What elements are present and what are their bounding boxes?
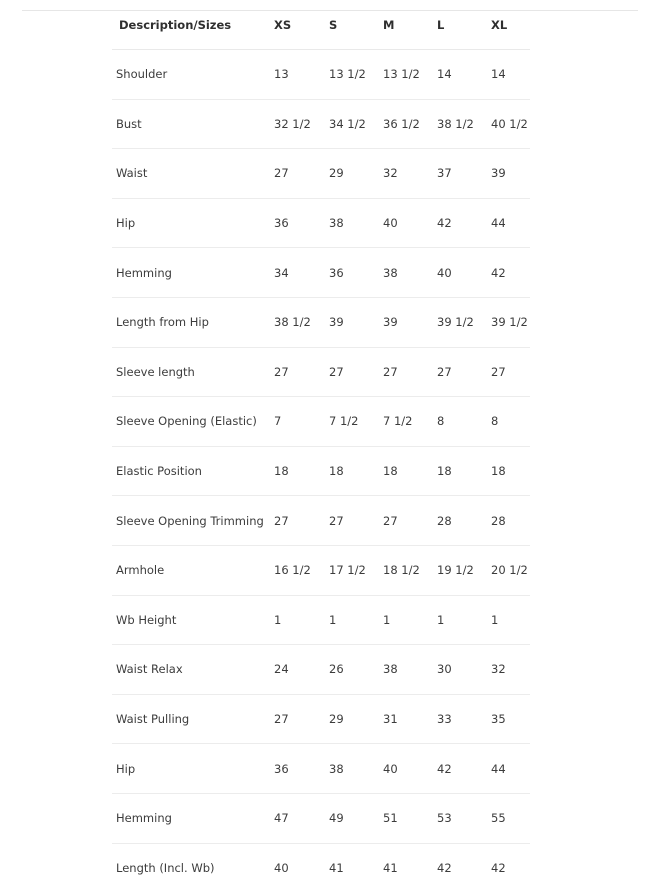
table-row	[112, 793, 530, 843]
header-size-xs: XS	[270, 0, 325, 50]
header-size-xl: XL	[487, 0, 530, 50]
cell-size-m: 31	[379, 694, 433, 744]
cell-size-s: 27	[325, 347, 379, 397]
table-row	[112, 397, 530, 447]
header-row	[112, 0, 530, 50]
header-description-sizes: Description/Sizes	[112, 0, 270, 50]
table-row	[112, 347, 530, 397]
cell-size-xl: 44	[487, 198, 530, 248]
cell-size-s: 36	[325, 248, 379, 298]
header-size-m: M	[379, 0, 433, 50]
size-chart-header	[112, 0, 530, 50]
size-chart-body	[112, 50, 530, 892]
table-row	[112, 99, 530, 149]
table-row	[112, 694, 530, 744]
cell-size-m: 51	[379, 793, 433, 843]
cell-size-xl: 14	[487, 50, 530, 100]
cell-size-xl: 1	[487, 595, 530, 645]
cell-size-xl: 44	[487, 744, 530, 794]
cell-size-xl: 8	[487, 397, 530, 447]
row-label: Bust	[112, 99, 270, 149]
cell-size-l: 18	[433, 446, 487, 496]
cell-size-s: 49	[325, 793, 379, 843]
cell-size-xs: 38 1/2	[270, 297, 325, 347]
cell-size-s: 13 1/2	[325, 50, 379, 100]
size-chart-table	[112, 0, 530, 892]
row-label: Waist	[112, 149, 270, 199]
cell-size-s: 1	[325, 595, 379, 645]
cell-size-xs: 13	[270, 50, 325, 100]
cell-size-xs: 7	[270, 397, 325, 447]
table-row	[112, 843, 530, 892]
cell-size-m: 38	[379, 645, 433, 695]
table-row	[112, 149, 530, 199]
cell-size-xs: 24	[270, 645, 325, 695]
header-size-s: S	[325, 0, 379, 50]
cell-size-l: 14	[433, 50, 487, 100]
table-row	[112, 198, 530, 248]
table-row	[112, 248, 530, 298]
cell-size-m: 27	[379, 347, 433, 397]
cell-size-xs: 36	[270, 744, 325, 794]
row-label: Length (Incl. Wb)	[112, 843, 270, 892]
cell-size-m: 39	[379, 297, 433, 347]
table-row	[112, 545, 530, 595]
cell-size-m: 40	[379, 744, 433, 794]
table-row	[112, 297, 530, 347]
cell-size-l: 40	[433, 248, 487, 298]
cell-size-s: 41	[325, 843, 379, 892]
cell-size-m: 36 1/2	[379, 99, 433, 149]
table-row	[112, 744, 530, 794]
cell-size-xs: 47	[270, 793, 325, 843]
row-label: Armhole	[112, 545, 270, 595]
row-label: Waist Relax	[112, 645, 270, 695]
cell-size-xs: 18	[270, 446, 325, 496]
row-label: Hemming	[112, 248, 270, 298]
row-label: Wb Height	[112, 595, 270, 645]
cell-size-m: 7 1/2	[379, 397, 433, 447]
row-label: Sleeve length	[112, 347, 270, 397]
cell-size-l: 38 1/2	[433, 99, 487, 149]
table-row	[112, 645, 530, 695]
cell-size-l: 39 1/2	[433, 297, 487, 347]
row-label: Sleeve Opening Trimming	[112, 496, 270, 546]
cell-size-xl: 39	[487, 149, 530, 199]
cell-size-m: 18 1/2	[379, 545, 433, 595]
cell-size-xs: 27	[270, 347, 325, 397]
cell-size-m: 41	[379, 843, 433, 892]
cell-size-xl: 20 1/2	[487, 545, 530, 595]
cell-size-xs: 32 1/2	[270, 99, 325, 149]
cell-size-xl: 35	[487, 694, 530, 744]
row-label: Shoulder	[112, 50, 270, 100]
cell-size-xs: 27	[270, 149, 325, 199]
cell-size-l: 42	[433, 843, 487, 892]
cell-size-xl: 40 1/2	[487, 99, 530, 149]
cell-size-s: 29	[325, 694, 379, 744]
cell-size-s: 26	[325, 645, 379, 695]
row-label: Elastic Position	[112, 446, 270, 496]
cell-size-l: 30	[433, 645, 487, 695]
cell-size-s: 38	[325, 744, 379, 794]
cell-size-m: 32	[379, 149, 433, 199]
row-label: Sleeve Opening (Elastic)	[112, 397, 270, 447]
cell-size-l: 28	[433, 496, 487, 546]
cell-size-s: 39	[325, 297, 379, 347]
cell-size-xl: 42	[487, 248, 530, 298]
table-row	[112, 446, 530, 496]
cell-size-xl: 39 1/2	[487, 297, 530, 347]
row-label: Length from Hip	[112, 297, 270, 347]
cell-size-l: 27	[433, 347, 487, 397]
cell-size-l: 19 1/2	[433, 545, 487, 595]
cell-size-l: 37	[433, 149, 487, 199]
cell-size-m: 1	[379, 595, 433, 645]
cell-size-l: 53	[433, 793, 487, 843]
cell-size-l: 42	[433, 198, 487, 248]
table-row	[112, 50, 530, 100]
table-row	[112, 595, 530, 645]
cell-size-l: 33	[433, 694, 487, 744]
cell-size-xs: 36	[270, 198, 325, 248]
cell-size-xs: 27	[270, 694, 325, 744]
cell-size-xs: 16 1/2	[270, 545, 325, 595]
cell-size-xl: 18	[487, 446, 530, 496]
cell-size-m: 18	[379, 446, 433, 496]
cell-size-s: 38	[325, 198, 379, 248]
cell-size-l: 8	[433, 397, 487, 447]
cell-size-m: 38	[379, 248, 433, 298]
row-label: Hip	[112, 198, 270, 248]
table-row	[112, 496, 530, 546]
cell-size-xl: 55	[487, 793, 530, 843]
cell-size-m: 13 1/2	[379, 50, 433, 100]
cell-size-s: 7 1/2	[325, 397, 379, 447]
cell-size-xs: 40	[270, 843, 325, 892]
cell-size-xs: 1	[270, 595, 325, 645]
cell-size-xl: 27	[487, 347, 530, 397]
cell-size-xs: 27	[270, 496, 325, 546]
cell-size-xl: 42	[487, 843, 530, 892]
cell-size-s: 34 1/2	[325, 99, 379, 149]
row-label: Waist Pulling	[112, 694, 270, 744]
cell-size-xl: 28	[487, 496, 530, 546]
cell-size-s: 29	[325, 149, 379, 199]
cell-size-s: 27	[325, 496, 379, 546]
cell-size-s: 18	[325, 446, 379, 496]
cell-size-m: 40	[379, 198, 433, 248]
header-size-l: L	[433, 0, 487, 50]
row-label: Hemming	[112, 793, 270, 843]
cell-size-xs: 34	[270, 248, 325, 298]
cell-size-xl: 32	[487, 645, 530, 695]
cell-size-s: 17 1/2	[325, 545, 379, 595]
cell-size-l: 1	[433, 595, 487, 645]
cell-size-l: 42	[433, 744, 487, 794]
cell-size-m: 27	[379, 496, 433, 546]
row-label: Hip	[112, 744, 270, 794]
